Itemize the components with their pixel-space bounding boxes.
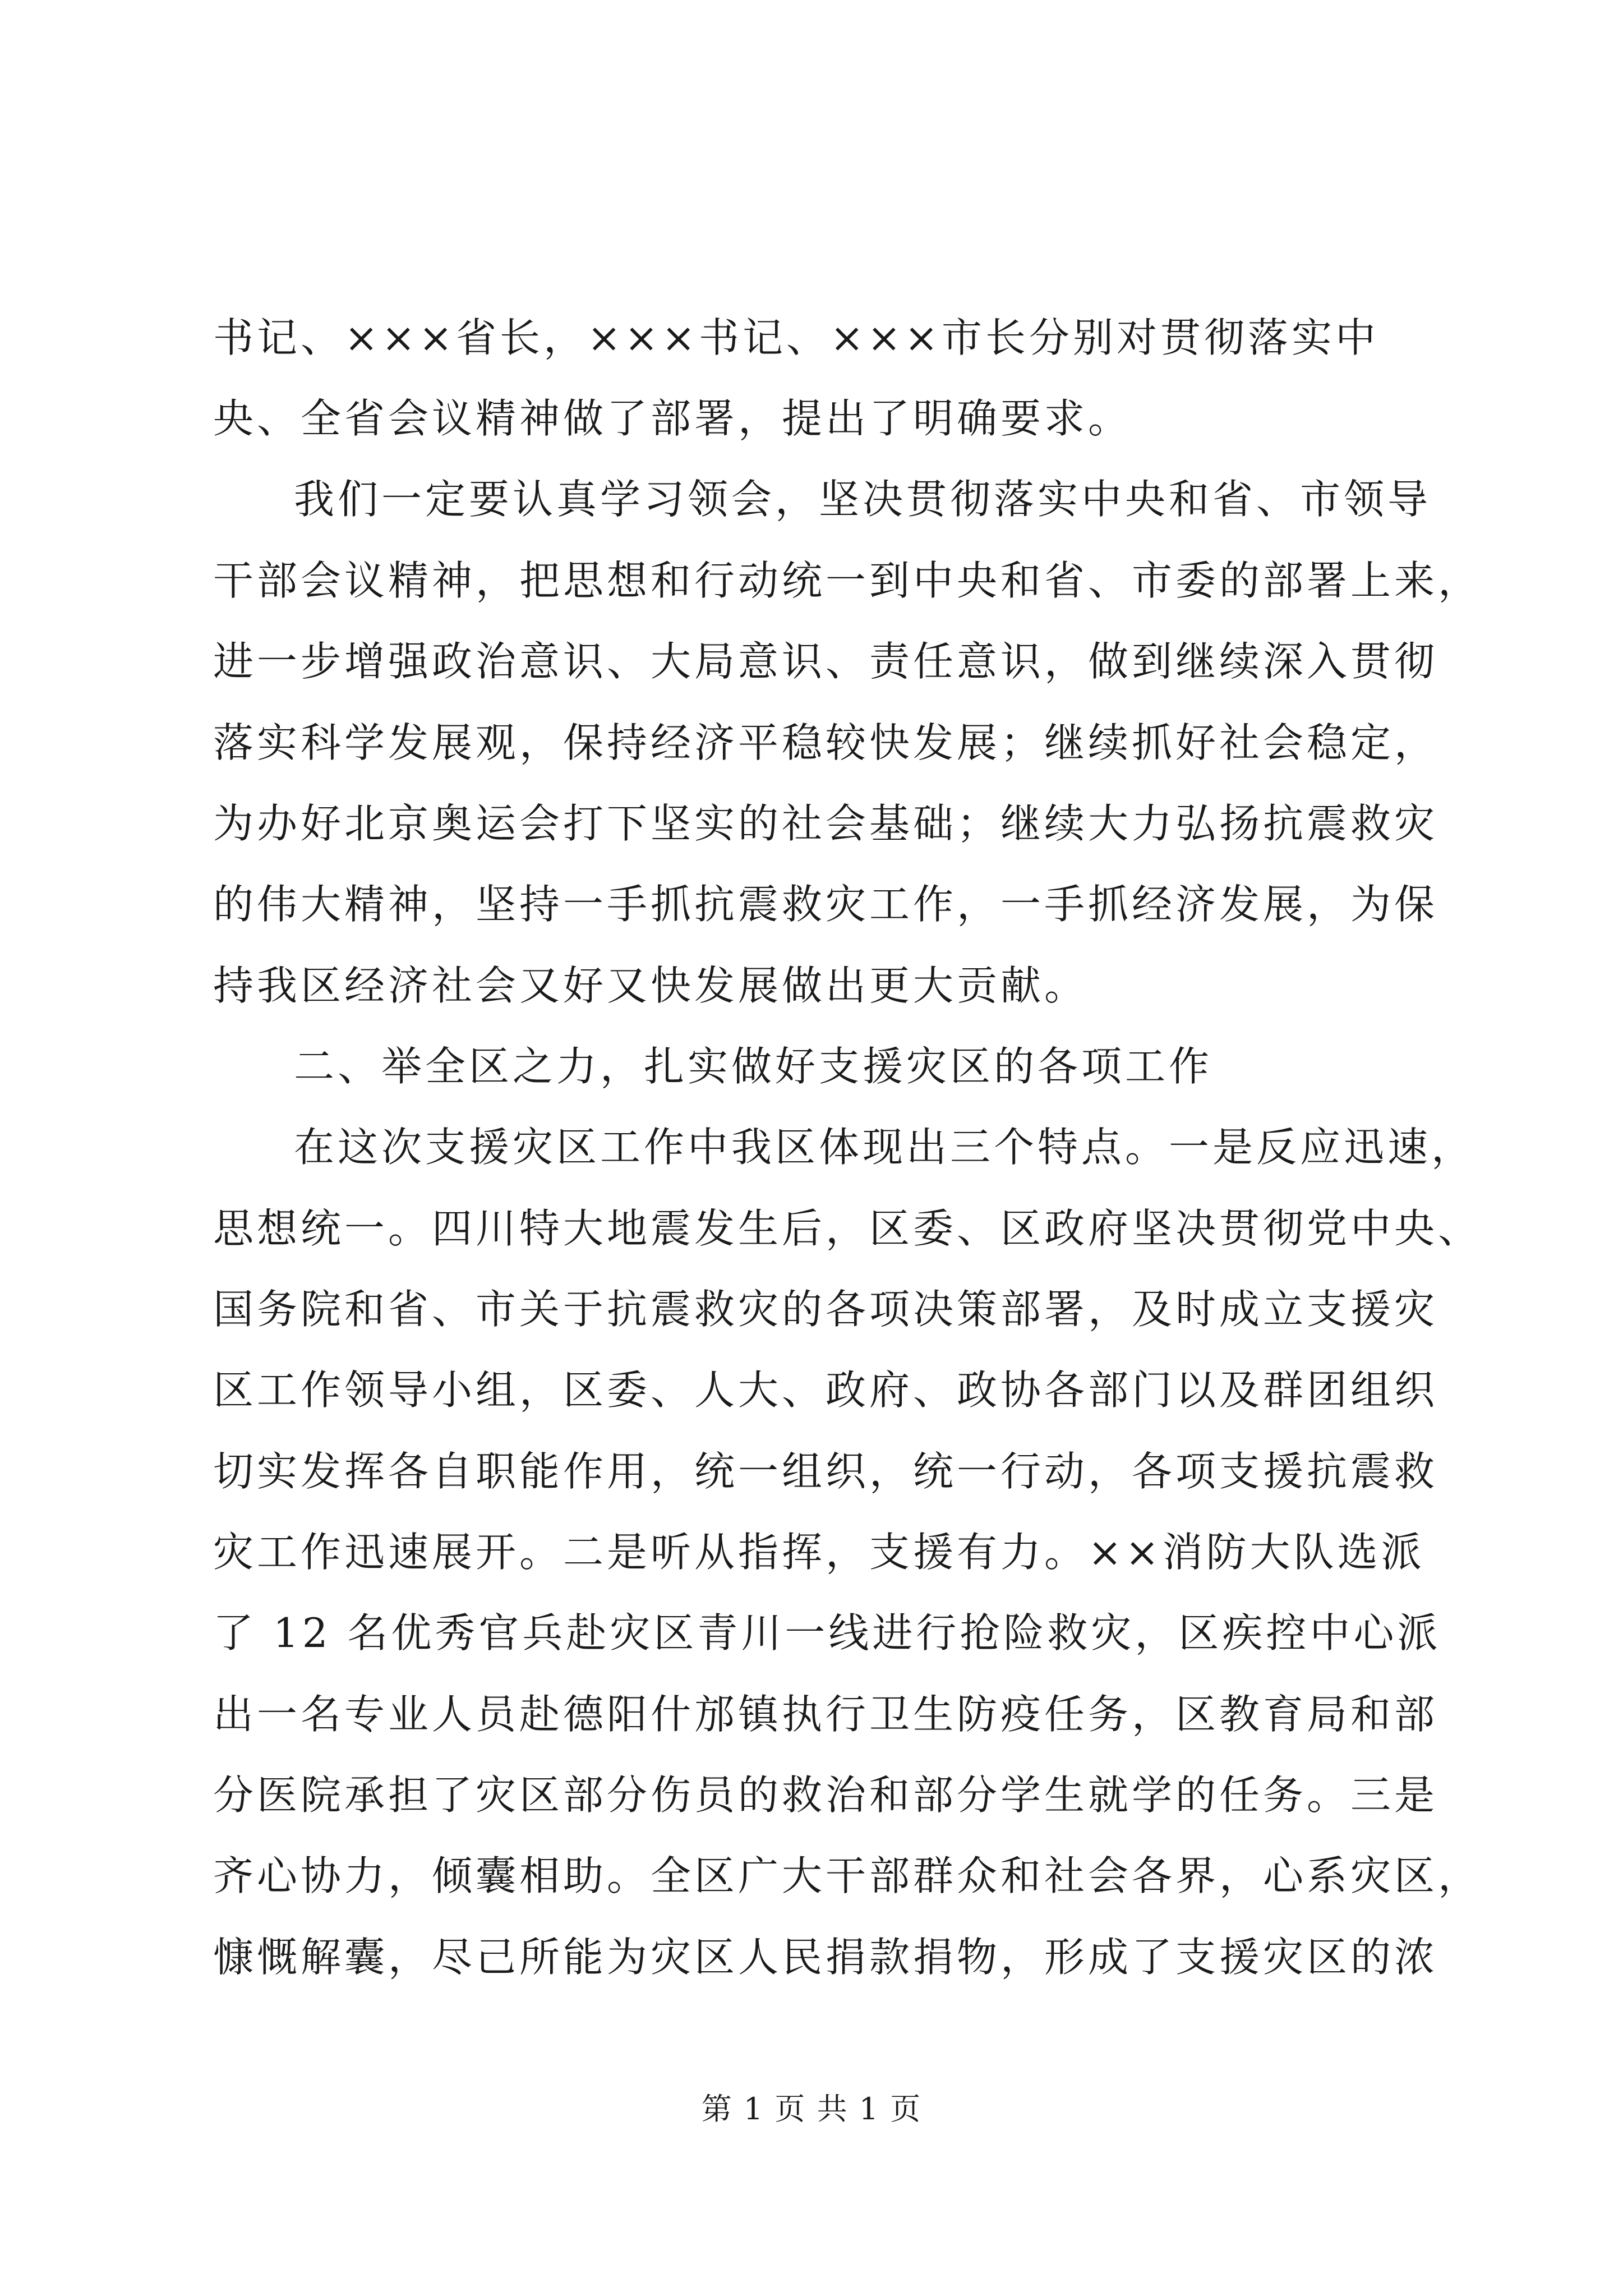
text-line-16: 灾工作迅速展开。二是听从指挥，支援有力。××消防大队选派: [213, 1529, 1425, 1576]
text-line-9: 持我区经济社会又好又快发展做出更大贡献。: [213, 962, 1089, 1009]
text-line-7: 为办好北京奥运会打下坚实的社会基础；继续大力弘扬抗震救灾: [213, 800, 1438, 847]
text-line-6: 落实科学发展观，保持经济平稳较快发展；继续抓好社会稳定，: [213, 719, 1438, 766]
text-line-17: 了 12 名优秀官兵赴灾区青川一线进行抢险救灾，区疾控中心派: [213, 1609, 1441, 1657]
text-line-8: 的伟大精神，坚持一手抓抗震救灾工作，一手抓经济发展，为保: [213, 881, 1438, 928]
text-line-13: 国务院和省、市关于抗震救灾的各项决策部署，及时成立支援灾: [213, 1286, 1438, 1333]
text-line-21: 慷慨解囊，尽己所能为灾区人民捐款捐物，形成了支援灾区的浓: [213, 1934, 1438, 1981]
text-line-3: 我们一定要认真学习领会，坚决贯彻落实中央和省、市领导: [294, 476, 1432, 523]
text-line-20: 齐心协力，倾囊相助。全区广大干部群众和社会各界，心系灾区，: [213, 1852, 1482, 1899]
text-line-11: 在这次支援灾区工作中我区体现出三个特点。一是反应迅速，: [294, 1124, 1476, 1171]
text-line-4: 干部会议精神，把思想和行动统一到中央和省、市委的部署上来，: [213, 557, 1482, 604]
text-line-15: 切实发挥各自职能作用，统一组织，统一行动，各项支援抗震救: [213, 1448, 1438, 1495]
text-line-19: 分医院承担了灾区部分伤员的救治和部分学生就学的任务。三是: [213, 1772, 1438, 1819]
text-line-2: 央、全省会议精神做了部署，提出了明确要求。: [213, 395, 1132, 442]
section-heading: 二、举全区之力，扎实做好支援灾区的各项工作: [294, 1043, 1213, 1090]
text-line-5: 进一步增强政治意识、大局意识、责任意识，做到继续深入贯彻: [213, 638, 1438, 685]
text-line-12: 思想统一。四川特大地震发生后，区委、区政府坚决贯彻党中央、: [213, 1205, 1482, 1252]
page-footer: 第 1 页 共 1 页: [701, 2091, 922, 2127]
text-line-14: 区工作领导小组，区委、人大、政府、政协各部门以及群团组织: [213, 1366, 1438, 1414]
text-line-18: 出一名专业人员赴德阳什邡镇执行卫生防疫任务，区教育局和部: [213, 1691, 1438, 1738]
text-line-1: 书记、×××省长，×××书记、×××市长分别对贯彻落实中: [213, 314, 1379, 361]
